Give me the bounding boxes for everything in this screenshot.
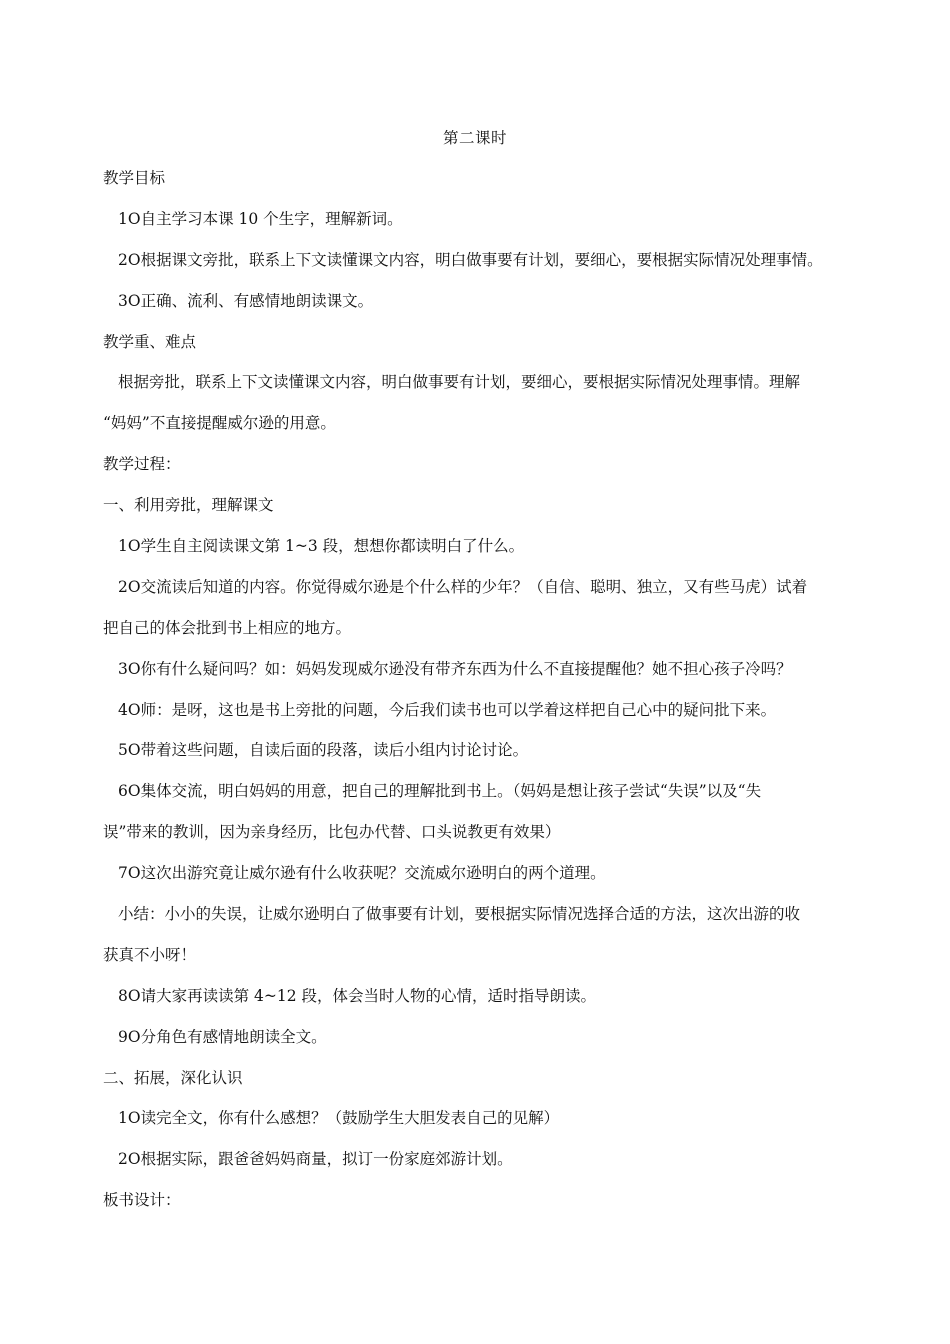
extension-step-1: 1O读完全文，你有什么感想？（鼓励学生大胆发表自己的见解）: [118, 1109, 560, 1128]
section-heading-board-design: 板书设计：: [103, 1191, 181, 1210]
process-step-4: 4O师：是呀，这也是书上旁批的问题，今后我们读书也可以学着这样把自己心中的疑问批下来。: [118, 700, 777, 719]
process-step-9: 9O分角色有感情地朗读全文。: [118, 1027, 327, 1046]
subsection-heading-1: 一、利用旁批，理解课文: [103, 496, 274, 515]
section-heading-objectives: 教学目标: [103, 169, 166, 187]
process-step-6-cont: 误”带来的教训，因为亲身经历，比包办代替、口头说教更有效果）: [103, 823, 561, 842]
process-step-2-cont: 把自己的体会批到书上相应的地方。: [103, 618, 352, 637]
section-heading-process: 教学过程：: [103, 455, 181, 474]
process-step-7: 7O这次出游究竟让威尔逊有什么收获呢？交流威尔逊明白的两个道理。: [118, 864, 606, 883]
section-heading-key-points: 教学重、难点: [103, 332, 197, 351]
process-step-1: 1O学生自主阅读课文第 1~3 段，想想你都读明白了什么。: [118, 537, 525, 556]
process-step-3: 3O你有什么疑问吗？如：妈妈发现威尔逊没有带齐东西为什么不直接提醒他？她不担心孩子冷吗？: [118, 659, 792, 678]
summary-text-cont: 获真不小呀！: [103, 945, 197, 964]
key-points-text-cont: “妈妈”不直接提醒威尔逊的用意。: [103, 414, 336, 433]
subsection-heading-2: 二、拓展，深化认识: [103, 1068, 243, 1087]
process-step-6: 6O集体交流，明白妈妈的用意，把自己的理解批到书上。（妈妈是想让孩子尝试“失误”以及“失: [118, 782, 762, 801]
objective-item-2: 2O根据课文旁批，联系上下文读懂课文内容，明白做事要有计划，要细心，要根据实际情况处理事情。: [118, 250, 823, 269]
document-body: [103, 168, 863, 1211]
process-step-8: 8O请大家再读读第 4~12 段，体会当时人物的心情，适时指导朗读。: [118, 986, 596, 1005]
page-title: 第二课时: [442, 129, 507, 147]
summary-text: 小结：小小的失误，让威尔逊明白了做事要有计划，要根据实际情况选择合适的方法，这次出游的收: [118, 905, 801, 924]
process-step-2: 2O交流读后知道的内容。你觉得威尔逊是个什么样的少年？（自信、聪明、独立，又有些马虎）试着: [118, 577, 808, 596]
objective-item-3: 3O正确、流利、有感情地朗读课文。: [118, 291, 374, 310]
process-step-5: 5O带着这些问题，自读后面的段落，读后小组内讨论讨论。: [118, 741, 529, 760]
objective-item-1: 1O自主学习本课 10 个生字，理解新词。: [118, 209, 403, 228]
key-points-text: 根据旁批，联系上下文读懂课文内容，明白做事要有计划，要细心，要根据实际情况处理事情。理解: [118, 373, 801, 392]
extension-step-2: 2O根据实际，跟爸爸妈妈商量，拟订一份家庭郊游计划。: [118, 1150, 513, 1169]
